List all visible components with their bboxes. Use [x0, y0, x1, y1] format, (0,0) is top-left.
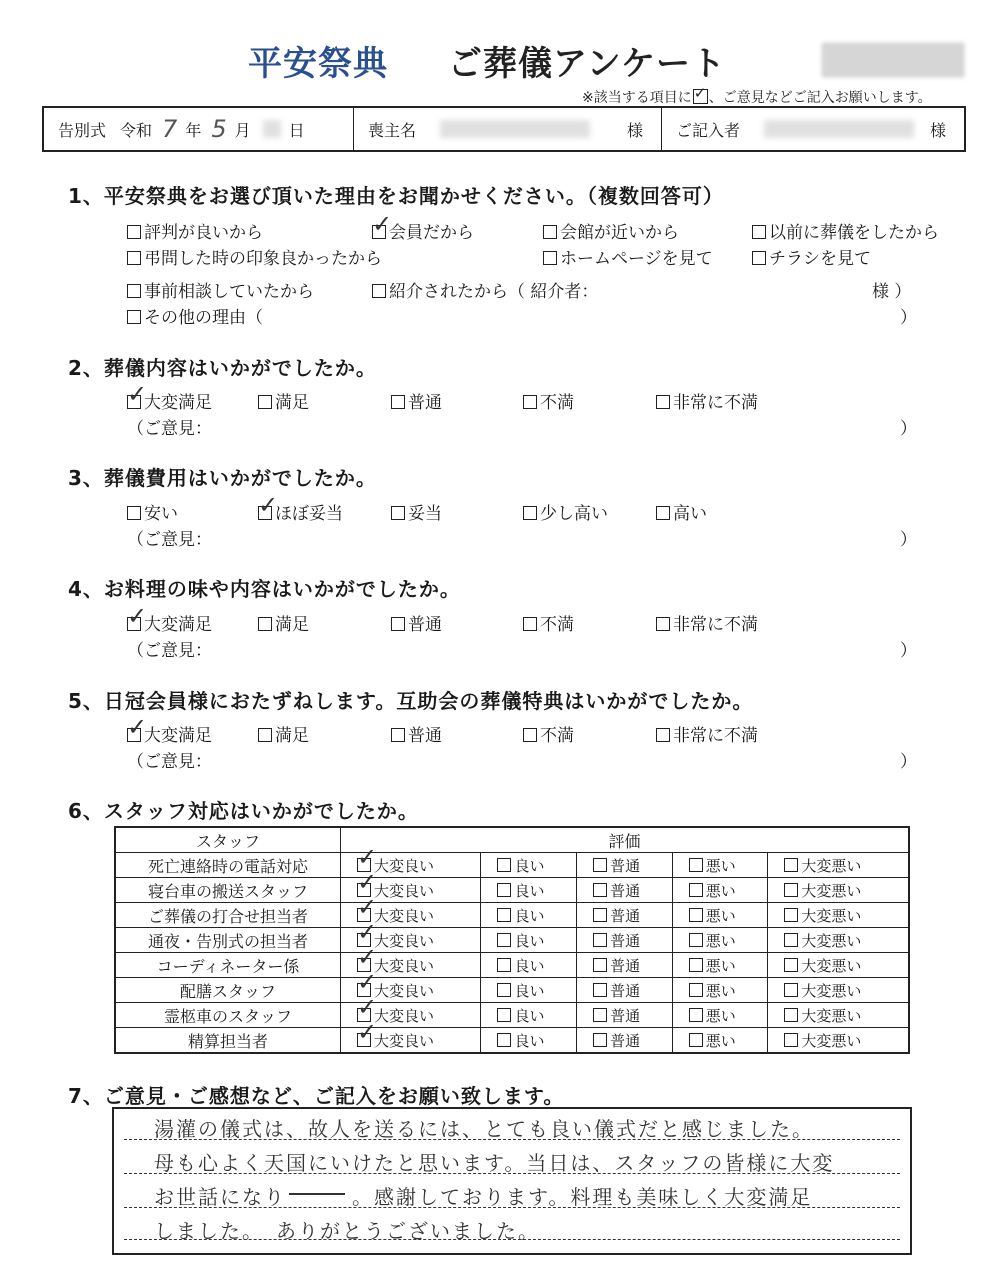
rating-option[interactable]: [768, 853, 909, 878]
rating-label: 悪い: [705, 931, 736, 950]
comment-line: 母も心よく天国にいけたと思います。当日は、スタッフの皆様に大変: [154, 1151, 835, 1175]
col-staff-header: スタッフ: [115, 827, 341, 853]
checkbox[interactable]: [593, 933, 607, 947]
chief-mourner-suffix: 様: [626, 120, 643, 140]
rating-label: 普通: [610, 1031, 641, 1050]
q3-option[interactable]: 高い: [656, 499, 707, 524]
chief-mourner-cell: [354, 108, 662, 150]
checkbox[interactable]: [689, 858, 703, 872]
q5-option[interactable]: 普通: [391, 721, 442, 746]
staff-role: 寝台車の搬送スタッフ: [115, 878, 341, 903]
rating-option[interactable]: [341, 1028, 481, 1054]
rating-label: 悪い: [705, 1031, 736, 1050]
checkbox[interactable]: [258, 617, 272, 631]
rating-option[interactable]: [481, 953, 577, 978]
checkbox[interactable]: [784, 983, 798, 997]
table-row: [115, 878, 909, 903]
checkbox[interactable]: [543, 251, 557, 265]
respondent-cell: [662, 108, 964, 150]
checkbox[interactable]: [258, 728, 272, 742]
rating-option[interactable]: [768, 953, 909, 978]
q1-option[interactable]: その他の理由（: [127, 303, 263, 328]
rating-option[interactable]: [672, 978, 768, 1003]
q4-option[interactable]: 普通: [391, 610, 442, 635]
checkbox[interactable]: [497, 908, 511, 922]
checkbox-checked[interactable]: [258, 506, 272, 520]
q4-option[interactable]: 不満: [523, 610, 574, 635]
checkbox[interactable]: [656, 506, 670, 520]
table-row: [115, 928, 909, 953]
checkbox[interactable]: [127, 284, 141, 298]
checkbox-checked[interactable]: [127, 617, 141, 631]
month-value[interactable]: 5: [211, 115, 227, 143]
rating-label: 大変悪い: [801, 856, 862, 875]
comment-label: （ご意見：: [127, 419, 212, 439]
q3-option[interactable]: 妥当: [391, 499, 442, 524]
rating-label: 大変悪い: [801, 1006, 862, 1025]
checkbox[interactable]: [689, 933, 703, 947]
table-header-row: [115, 827, 909, 853]
rating-option[interactable]: [768, 928, 909, 953]
rating-label: 悪い: [705, 856, 736, 875]
rating-label: 良い: [514, 981, 545, 1000]
checkbox[interactable]: [593, 1033, 607, 1047]
checkbox[interactable]: [258, 395, 272, 409]
rating-option[interactable]: [768, 903, 909, 928]
checkbox[interactable]: [497, 883, 511, 897]
checkbox[interactable]: [689, 883, 703, 897]
checkbox[interactable]: [784, 883, 798, 897]
q1-option[interactable]: 紹介されたから（ 紹介者：: [372, 277, 598, 302]
rating-option[interactable]: [768, 978, 909, 1003]
comment-label: （ご意見：: [127, 530, 212, 550]
rating-label: 大変悪い: [801, 931, 862, 950]
rating-option[interactable]: [672, 878, 768, 903]
q2-option[interactable]: ✓大変満足: [127, 388, 212, 413]
checkbox[interactable]: [523, 728, 537, 742]
check-example-icon: [693, 89, 708, 104]
comment-line: しました。 ありがとうございました。: [154, 1219, 540, 1243]
rating-option[interactable]: [577, 953, 673, 978]
q1-option[interactable]: ✓ 会員だから: [372, 218, 474, 243]
q5-option[interactable]: 満足: [258, 721, 309, 746]
q1-option[interactable]: 事前相談していたから: [127, 277, 314, 302]
rating-option[interactable]: [672, 903, 768, 928]
rating-option[interactable]: [577, 853, 673, 878]
comment-line: お世話になり 。感謝しております。料理も美味しく大変満足: [154, 1185, 813, 1209]
rating-label: 悪い: [705, 956, 736, 975]
close-paren: ）: [900, 752, 917, 772]
rating-label: 大変悪い: [801, 956, 862, 975]
q3-option[interactable]: ✓ ほぼ妥当: [258, 499, 343, 524]
checkbox[interactable]: [784, 1008, 798, 1022]
q4-option[interactable]: 満足: [258, 610, 309, 635]
close-paren: ）: [900, 308, 917, 328]
rating-label: 大変良い: [374, 1006, 435, 1025]
rating-option[interactable]: [577, 928, 673, 953]
checkbox[interactable]: [372, 284, 386, 298]
month-unit: 月: [234, 120, 251, 140]
brand-name: 平安祭典: [248, 44, 388, 84]
rating-label: 良い: [514, 881, 545, 900]
checkbox[interactable]: [497, 1033, 511, 1047]
day-unit: 日: [288, 120, 305, 140]
q5-title: 5、日冠会員様におたずねします。互助会の葬儀特典はいかがでしたか。: [68, 689, 754, 713]
checkbox[interactable]: [523, 506, 537, 520]
q1-option[interactable]: 弔問した時の印象良かったから: [127, 244, 382, 269]
checkbox[interactable]: [689, 1008, 703, 1022]
close-paren: ）: [900, 641, 917, 661]
ceremony-label: 告別式: [58, 120, 107, 140]
checkbox[interactable]: [689, 1033, 703, 1047]
q3-option[interactable]: 安い: [127, 499, 178, 524]
rating-option[interactable]: [768, 878, 909, 903]
rating-option[interactable]: [672, 1028, 768, 1054]
checkbox[interactable]: [784, 933, 798, 947]
era-label: 令和: [120, 120, 153, 140]
year-value[interactable]: 7: [162, 115, 178, 143]
q1-title: 1、平安祭典をお選び頂いた理由をお聞かせください。（複数回答可）: [68, 184, 724, 208]
rating-option[interactable]: [481, 928, 577, 953]
rating-option[interactable]: [577, 903, 673, 928]
q2-option[interactable]: 不満: [523, 388, 574, 413]
staff-rating-table: [114, 826, 910, 1054]
year-unit: 年: [185, 120, 202, 140]
chief-mourner-label: 喪主名: [368, 120, 417, 140]
checkbox[interactable]: [127, 225, 141, 239]
rating-label: 普通: [610, 981, 641, 1000]
rating-label: 大変悪い: [801, 906, 862, 925]
q2-option[interactable]: 非常に不満: [656, 388, 758, 413]
rating-label: 普通: [610, 931, 641, 950]
checkbox[interactable]: [593, 908, 607, 922]
note-suffix: 、ご意見などご記入お願いします。: [708, 90, 932, 106]
survey-title: ご葬儀アンケート: [448, 44, 726, 84]
rating-label: 良い: [514, 856, 545, 875]
rating-label: 普通: [610, 956, 641, 975]
note-prefix: ※該当する項目に: [582, 90, 692, 106]
checkbox[interactable]: [127, 251, 141, 265]
rating-label: 良い: [514, 931, 545, 950]
rating-label: 良い: [514, 956, 545, 975]
rating-label: 悪い: [705, 1006, 736, 1025]
checkbox-checked[interactable]: [357, 1033, 371, 1047]
q4-title: 4、お料理の味や内容はいかがでしたか。: [68, 577, 461, 601]
checkbox[interactable]: [523, 395, 537, 409]
q2-title: 2、葬儀内容はいかがでしたか。: [68, 356, 377, 380]
checkbox[interactable]: [497, 1008, 511, 1022]
staff-role: 精算担当者: [115, 1028, 341, 1054]
rating-label: 大変良い: [374, 856, 435, 875]
checkbox[interactable]: [593, 883, 607, 897]
checkbox[interactable]: [593, 958, 607, 972]
rating-label: 大変良い: [374, 1031, 435, 1050]
comment-line: 湯灌の儀式は、故人を送るには、とても良い儀式だと感じました。: [154, 1117, 814, 1141]
checkbox[interactable]: [391, 506, 405, 520]
checkbox[interactable]: [689, 983, 703, 997]
day-value-redacted[interactable]: [263, 120, 281, 138]
staff-role: ご葬儀の打合せ担当者: [115, 903, 341, 928]
checkbox[interactable]: [784, 958, 798, 972]
rating-option[interactable]: [577, 878, 673, 903]
q7-title: 7、ご意見・ご感想など、ご記入をお願い致します。: [68, 1084, 565, 1108]
rating-label: 良い: [514, 1006, 545, 1025]
staff-role: 通夜・告別式の担当者: [115, 928, 341, 953]
checkbox[interactable]: [689, 958, 703, 972]
checkbox[interactable]: [543, 225, 557, 239]
checkbox[interactable]: [523, 617, 537, 631]
checkbox-checked[interactable]: [127, 728, 141, 742]
rating-option[interactable]: [481, 1028, 577, 1054]
q4-option[interactable]: 非常に不満: [656, 610, 758, 635]
checkbox[interactable]: [391, 617, 405, 631]
chief-mourner-redacted[interactable]: [440, 120, 590, 138]
checkbox[interactable]: [497, 858, 511, 872]
comment-label: （ご意見：: [127, 641, 212, 661]
checkbox[interactable]: [593, 983, 607, 997]
rating-label: 普通: [610, 1006, 641, 1025]
q2-option[interactable]: 普通: [391, 388, 442, 413]
rating-label: 悪い: [705, 881, 736, 900]
table-row: [115, 1028, 909, 1054]
rating-label: 普通: [610, 881, 641, 900]
respondent-suffix: 様: [929, 120, 946, 140]
referral-suffix: 様 ）: [872, 282, 912, 302]
q1-option[interactable]: 評判が良いから: [127, 218, 263, 243]
close-paren: ）: [900, 530, 917, 550]
rating-option[interactable]: [672, 928, 768, 953]
checkbox[interactable]: [391, 728, 405, 742]
checkbox[interactable]: [593, 858, 607, 872]
checkbox[interactable]: [656, 395, 670, 409]
instruction-note: [582, 87, 932, 107]
table-row: [115, 853, 909, 878]
staff-role: コーディネーター係: [115, 953, 341, 978]
checkbox[interactable]: [497, 983, 511, 997]
rating-option[interactable]: [481, 903, 577, 928]
checkbox[interactable]: [127, 506, 141, 520]
rating-label: 良い: [514, 1031, 545, 1050]
table-row: [115, 978, 909, 1003]
checkbox-checked[interactable]: [127, 395, 141, 409]
checkbox[interactable]: [784, 1033, 798, 1047]
rating-label: 大変悪い: [801, 1031, 862, 1050]
rating-label: 普通: [610, 856, 641, 875]
rating-option[interactable]: [577, 1028, 673, 1054]
rating-label: 大変良い: [374, 906, 435, 925]
checkbox[interactable]: [656, 617, 670, 631]
checkbox-checked[interactable]: [372, 225, 386, 239]
rating-label: 普通: [610, 906, 641, 925]
strikethrough-mark: [289, 1193, 345, 1195]
rating-label: 悪い: [705, 981, 736, 1000]
checkbox[interactable]: [497, 958, 511, 972]
checkbox[interactable]: [391, 395, 405, 409]
rating-option[interactable]: [672, 953, 768, 978]
rating-label: 大変良い: [374, 931, 435, 950]
q3-option[interactable]: 少し高い: [523, 499, 608, 524]
staff-role: 霊柩車のスタッフ: [115, 1003, 341, 1028]
checkbox[interactable]: [752, 225, 766, 239]
staff-role: 死亡連絡時の電話対応: [115, 853, 341, 878]
q6-title: 6、スタッフ対応はいかがでしたか。: [68, 799, 419, 823]
q5-option[interactable]: 不満: [523, 721, 574, 746]
comment-label: （ご意見：: [127, 752, 212, 772]
rating-option[interactable]: [481, 1003, 577, 1028]
q1-option[interactable]: 以前に葬儀をしたから: [752, 218, 939, 243]
checkbox[interactable]: [689, 908, 703, 922]
ceremony-date-cell: [44, 108, 354, 150]
checkbox[interactable]: [784, 908, 798, 922]
rating-label: 良い: [514, 906, 545, 925]
rating-option[interactable]: [672, 853, 768, 878]
rating-label: 大変良い: [374, 956, 435, 975]
rating-option[interactable]: [768, 1003, 909, 1028]
q2-option[interactable]: 満足: [258, 388, 309, 413]
rating-option[interactable]: [481, 853, 577, 878]
checkbox[interactable]: [127, 310, 141, 324]
table-row: [115, 903, 909, 928]
checkbox[interactable]: [752, 251, 766, 265]
checkbox[interactable]: [784, 858, 798, 872]
respondent-label: ご記入者: [676, 120, 741, 140]
rating-label: 大変良い: [374, 881, 435, 900]
staff-role: 配膳スタッフ: [115, 978, 341, 1003]
rating-option[interactable]: [481, 878, 577, 903]
checkbox[interactable]: [593, 1008, 607, 1022]
q4-option[interactable]: ✓大変満足: [127, 610, 212, 635]
checkbox[interactable]: [497, 933, 511, 947]
blurred-stamp: [822, 43, 964, 77]
q1-option[interactable]: 会館が近いから: [543, 218, 679, 243]
header-info-table: [42, 106, 966, 152]
comment-box[interactable]: [112, 1107, 912, 1255]
rating-option[interactable]: [672, 1003, 768, 1028]
q5-option[interactable]: ✓大変満足: [127, 721, 212, 746]
respondent-redacted[interactable]: [764, 120, 914, 138]
rating-option[interactable]: [481, 978, 577, 1003]
rating-option[interactable]: [577, 978, 673, 1003]
rating-option[interactable]: [577, 1003, 673, 1028]
rating-option[interactable]: [768, 1028, 909, 1054]
table-row: [115, 1003, 909, 1028]
checkbox[interactable]: [656, 728, 670, 742]
q3-title: 3、葬儀費用はいかがでしたか。: [68, 466, 377, 490]
q5-option[interactable]: 非常に不満: [656, 721, 758, 746]
rating-label: 大変悪い: [801, 981, 862, 1000]
q1-option[interactable]: チラシを見て: [752, 244, 871, 269]
close-paren: ）: [900, 419, 917, 439]
col-rating-header: 評価: [341, 827, 910, 853]
rating-label: 大変良い: [374, 981, 435, 1000]
q1-option[interactable]: ホームページを見て: [543, 244, 713, 269]
table-row: [115, 953, 909, 978]
rating-label: 大変悪い: [801, 881, 862, 900]
rating-label: 悪い: [705, 906, 736, 925]
